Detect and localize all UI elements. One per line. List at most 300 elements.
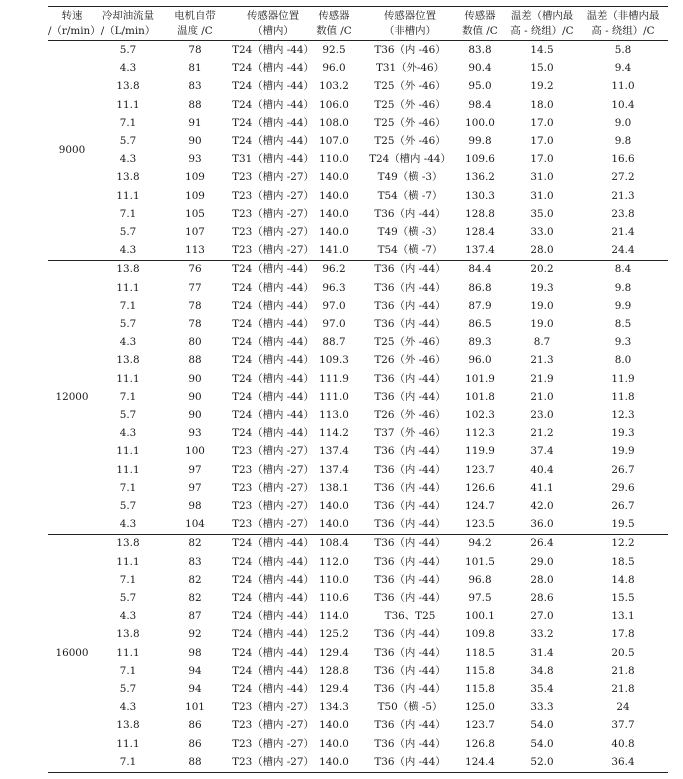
cell-flow: 5.7	[119, 318, 137, 330]
cell-nonslot-sensor-value: 97.5	[468, 592, 492, 604]
cell-nonslot-sensor-value: 118.5	[465, 646, 495, 659]
bottom-rule	[48, 772, 668, 773]
cell-slot-temp-diff: 19.0	[530, 318, 554, 330]
cell-slot-sensor-value: 114.0	[319, 610, 349, 623]
cell-slot-temp-diff: 17.0	[530, 153, 554, 166]
cell-slot-sensor-value: 140.0	[319, 755, 349, 768]
cell-nonslot-sensor-value: 87.9	[468, 299, 492, 312]
table-row	[48, 150, 668, 168]
cell-slot-temp-diff: 40.4	[530, 463, 554, 476]
table-row	[48, 223, 668, 241]
table-row	[48, 698, 668, 716]
cell-flow: 7.1	[119, 481, 137, 494]
cell-nonslot-sensor-position: T36（内 -44）	[374, 555, 446, 568]
table-row	[48, 132, 668, 150]
cell-slot-sensor-value: 106.0	[319, 98, 349, 111]
cell-nonslot-sensor-position: T36（内 -44）	[374, 518, 446, 531]
cell-slot-sensor-value: 111.0	[319, 390, 349, 403]
cell-nonslot-sensor-value: 115.8	[465, 664, 495, 677]
cell-nonslot-sensor-position: T49（横 -3）	[377, 171, 443, 184]
cell-slot-sensor-value: 92.5	[322, 44, 346, 56]
cell-nonslot-sensor-position: T36（内 -44）	[374, 737, 446, 750]
cell-flow: 13.8	[116, 354, 140, 367]
cell-nonslot-temp-diff: 10.4	[611, 98, 635, 111]
cell-motor-temp: 98	[188, 500, 202, 512]
cell-nonslot-temp-diff: 29.6	[611, 481, 635, 494]
cell-slot-sensor-position: T24（槽内 -44）	[232, 555, 314, 568]
cell-nonslot-sensor-position: T36（内 -44）	[374, 573, 446, 586]
cell-nonslot-temp-diff: 15.5	[611, 592, 635, 604]
cell-slot-sensor-position: T23（槽内 -27）	[232, 500, 314, 512]
cell-slot-temp-diff: 31.0	[530, 189, 554, 202]
table-row	[48, 424, 668, 442]
cell-nonslot-temp-diff: 19.3	[611, 427, 635, 440]
table-row	[48, 753, 668, 771]
cell-slot-sensor-position: T23（槽内 -27）	[232, 755, 314, 768]
table-row	[48, 77, 668, 95]
cell-nonslot-temp-diff: 9.8	[614, 281, 632, 294]
cell-nonslot-temp-diff: 19.9	[611, 445, 635, 458]
header-nonslot-sensor-position: 传感器位置 （非槽内）	[384, 10, 436, 37]
cell-nonslot-sensor-position: T36（内 -44）	[374, 592, 446, 604]
table-row	[48, 205, 668, 223]
table-row	[48, 333, 668, 351]
cell-slot-sensor-value: 140.0	[319, 518, 349, 531]
cell-slot-sensor-value: 97.0	[322, 299, 346, 312]
cell-nonslot-sensor-position: T36（内 -44）	[374, 318, 446, 330]
cell-nonslot-sensor-position: T36（内 -44）	[374, 481, 446, 494]
cell-motor-temp: 88	[188, 755, 202, 768]
cell-slot-sensor-value: 88.7	[322, 336, 346, 349]
cell-nonslot-sensor-position: T36（内 -44）	[374, 263, 446, 276]
cell-slot-temp-diff: 41.1	[530, 481, 554, 494]
cell-slot-sensor-value: 140.0	[319, 189, 349, 202]
table-row	[48, 571, 668, 589]
cell-nonslot-temp-diff: 9.0	[614, 116, 632, 129]
cell-slot-sensor-value: 108.0	[319, 116, 349, 129]
cell-flow: 4.3	[119, 62, 137, 75]
cell-flow: 5.7	[119, 135, 137, 147]
cell-slot-temp-diff: 14.5	[530, 44, 554, 56]
cell-slot-temp-diff: 29.0	[530, 555, 554, 568]
cell-slot-sensor-position: T31（槽内 -44）	[232, 153, 314, 166]
cell-slot-sensor-value: 140.0	[319, 207, 349, 220]
table-row	[48, 442, 668, 460]
cell-nonslot-temp-diff: 12.2	[611, 537, 635, 550]
cell-motor-temp: 83	[188, 555, 202, 568]
cell-nonslot-sensor-value: 112.3	[465, 427, 495, 440]
cell-nonslot-temp-diff: 12.3	[611, 409, 635, 421]
cell-nonslot-sensor-value: 128.8	[465, 207, 495, 220]
cell-nonslot-sensor-position: T36（内 -44）	[374, 390, 446, 403]
cell-slot-sensor-position: T23（槽内 -27）	[232, 189, 314, 202]
cell-flow: 13.8	[116, 263, 140, 276]
cell-slot-temp-diff: 36.0	[530, 518, 554, 531]
cell-motor-temp: 86	[188, 737, 202, 750]
cell-slot-temp-diff: 19.0	[530, 299, 554, 312]
cell-nonslot-temp-diff: 11.8	[611, 390, 635, 403]
cell-motor-temp: 78	[188, 318, 202, 330]
cell-slot-sensor-position: T24（槽内 -44）	[232, 135, 314, 147]
cell-motor-temp: 82	[188, 537, 202, 550]
cell-slot-sensor-value: 125.2	[319, 628, 349, 641]
table-row	[48, 625, 668, 643]
cell-nonslot-temp-diff: 9.4	[614, 62, 632, 75]
cell-flow: 7.1	[119, 664, 137, 677]
cell-nonslot-temp-diff: 21.8	[611, 664, 635, 677]
header-speed: 转速 /（r/min）	[48, 10, 101, 37]
cell-nonslot-sensor-value: 115.8	[465, 683, 495, 695]
cell-slot-sensor-value: 97.0	[322, 318, 346, 330]
cell-flow: 4.3	[119, 518, 137, 531]
cell-nonslot-sensor-position: T36、T25	[384, 610, 436, 623]
cell-nonslot-sensor-value: 86.8	[468, 281, 492, 294]
cell-motor-temp: 94	[188, 664, 202, 677]
cell-motor-temp: 82	[188, 592, 202, 604]
cell-nonslot-sensor-value: 98.4	[468, 98, 492, 111]
cell-nonslot-sensor-position: T36（内 -44）	[374, 628, 446, 641]
cell-motor-temp: 81	[188, 62, 202, 75]
cell-motor-temp: 86	[188, 719, 202, 732]
cell-slot-sensor-position: T24（槽内 -44）	[232, 409, 314, 421]
header-slot-temp-diff: 温差（槽内最 高 - 绕组）/C	[510, 10, 574, 37]
cell-slot-sensor-value: 129.4	[319, 646, 349, 659]
cell-slot-sensor-position: T24（槽内 -44）	[232, 390, 314, 403]
cell-slot-temp-diff: 18.0	[530, 98, 554, 111]
cell-flow: 4.3	[119, 427, 137, 440]
cell-nonslot-sensor-position: T50（横 -5）	[377, 701, 443, 714]
cell-slot-temp-diff: 23.0	[530, 409, 554, 421]
cell-flow: 7.1	[119, 390, 137, 403]
cell-nonslot-sensor-value: 96.8	[468, 573, 492, 586]
table-row	[48, 497, 668, 515]
header-nonslot-temp-diff: 温差（非槽内最 高 - 绕组）/C	[586, 10, 660, 37]
table-row	[48, 406, 668, 424]
cell-motor-temp: 82	[188, 573, 202, 586]
cell-flow: 7.1	[119, 573, 137, 586]
cell-nonslot-sensor-value: 84.4	[468, 263, 492, 276]
cell-motor-temp: 90	[188, 135, 202, 147]
cell-nonslot-sensor-position: T36（内 -44）	[374, 755, 446, 768]
cell-nonslot-temp-diff: 13.1	[611, 610, 635, 623]
cell-slot-temp-diff: 28.6	[530, 592, 554, 604]
cell-motor-temp: 77	[188, 281, 202, 294]
cell-slot-sensor-position: T24（槽内 -44）	[232, 628, 314, 641]
cell-motor-temp: 98	[188, 646, 202, 659]
cell-nonslot-temp-diff: 8.4	[614, 263, 632, 276]
table-row	[48, 662, 668, 680]
cell-slot-sensor-position: T23（槽内 -27）	[232, 719, 314, 732]
cell-slot-temp-diff: 20.2	[530, 263, 554, 276]
header-nonslot-sensor-value: 传感器 数值 /C	[462, 10, 498, 37]
cell-nonslot-temp-diff: 40.8	[611, 737, 635, 750]
cell-slot-sensor-position: T24（槽内 -44）	[232, 610, 314, 623]
cell-slot-sensor-position: T23（槽内 -27）	[232, 171, 314, 184]
cell-slot-sensor-value: 137.4	[319, 463, 349, 476]
cell-slot-temp-diff: 19.2	[530, 80, 554, 93]
table-row	[48, 534, 668, 552]
cell-slot-sensor-position: T23（槽内 -27）	[232, 737, 314, 750]
cell-slot-temp-diff: 33.0	[530, 226, 554, 238]
cell-nonslot-sensor-value: 86.5	[468, 318, 492, 330]
cell-slot-temp-diff: 33.2	[530, 628, 554, 641]
cell-slot-sensor-position: T24（槽内 -44）	[232, 62, 314, 75]
cell-nonslot-temp-diff: 21.8	[611, 683, 635, 695]
cell-motor-temp: 88	[188, 98, 202, 111]
cell-nonslot-sensor-value: 124.4	[465, 755, 495, 768]
cell-slot-sensor-value: 110.6	[319, 592, 349, 604]
cell-motor-temp: 76	[188, 263, 202, 276]
cell-slot-temp-diff: 21.0	[530, 390, 554, 403]
cell-nonslot-sensor-value: 136.2	[465, 171, 495, 184]
cell-nonslot-sensor-value: 125.0	[465, 701, 495, 714]
table-row	[48, 96, 668, 114]
cell-motor-temp: 101	[185, 701, 205, 714]
cell-nonslot-sensor-position: T36（内 -44）	[374, 719, 446, 732]
cell-flow: 5.7	[119, 592, 137, 604]
cell-slot-sensor-value: 114.2	[319, 427, 349, 440]
cell-nonslot-sensor-position: T25（外 -46）	[374, 80, 446, 93]
cell-nonslot-sensor-value: 109.8	[465, 628, 495, 641]
table-row	[48, 607, 668, 625]
cell-flow: 7.1	[119, 207, 137, 220]
table-row	[48, 716, 668, 734]
cell-motor-temp: 100	[185, 445, 205, 458]
cell-slot-temp-diff: 21.3	[530, 354, 554, 367]
cell-slot-sensor-value: 141.0	[319, 244, 349, 257]
cell-motor-temp: 92	[188, 628, 202, 641]
cell-slot-sensor-value: 111.9	[319, 372, 349, 385]
cell-slot-sensor-position: T24（槽内 -44）	[232, 592, 314, 604]
cell-flow: 7.1	[119, 299, 137, 312]
table-row	[48, 260, 668, 278]
cell-nonslot-sensor-position: T36（内 -46）	[374, 44, 446, 56]
cell-slot-sensor-value: 138.1	[319, 481, 349, 494]
cell-motor-temp: 94	[188, 683, 202, 695]
cell-nonslot-sensor-value: 128.4	[465, 226, 495, 238]
cell-nonslot-sensor-value: 123.7	[465, 463, 495, 476]
cell-flow: 5.7	[119, 226, 137, 238]
cell-nonslot-sensor-value: 89.3	[468, 336, 492, 349]
cell-slot-temp-diff: 37.4	[530, 445, 554, 458]
header-slot-sensor-value: 传感器 数值 /C	[316, 10, 352, 37]
cell-nonslot-sensor-position: T25（外 -46）	[374, 98, 446, 111]
cell-slot-temp-diff: 27.0	[530, 610, 554, 623]
cell-slot-sensor-value: 112.0	[319, 555, 349, 568]
cell-slot-sensor-position: T23（槽内 -27）	[232, 226, 314, 238]
cell-nonslot-sensor-value: 137.4	[465, 244, 495, 257]
cell-nonslot-sensor-position: T36（内 -44）	[374, 500, 446, 512]
cell-nonslot-sensor-value: 96.0	[468, 354, 492, 367]
cell-motor-temp: 78	[188, 44, 202, 56]
cell-motor-temp: 113	[185, 244, 205, 257]
cell-motor-temp: 97	[188, 481, 202, 494]
cell-slot-temp-diff: 52.0	[530, 755, 554, 768]
cell-nonslot-temp-diff: 5.8	[614, 44, 632, 56]
cell-motor-temp: 90	[188, 372, 202, 385]
cell-slot-sensor-position: T24（槽内 -44）	[232, 683, 314, 695]
cell-nonslot-temp-diff: 23.8	[611, 207, 635, 220]
cell-slot-sensor-position: T23（槽内 -27）	[232, 701, 314, 714]
cell-nonslot-temp-diff: 16.6	[611, 153, 635, 166]
cell-flow: 11.1	[116, 737, 140, 750]
cell-nonslot-temp-diff: 21.4	[611, 226, 635, 238]
cell-nonslot-sensor-value: 126.6	[465, 481, 495, 494]
cell-flow: 13.8	[116, 628, 140, 641]
cell-nonslot-temp-diff: 19.5	[611, 518, 635, 531]
cell-motor-temp: 93	[188, 153, 202, 166]
cell-nonslot-temp-diff: 21.3	[611, 189, 635, 202]
cell-slot-sensor-value: 103.2	[319, 80, 349, 93]
cell-slot-sensor-value: 134.3	[319, 701, 349, 714]
cell-slot-temp-diff: 17.0	[530, 135, 554, 147]
cell-flow: 13.8	[116, 171, 140, 184]
header-slot-sensor-position: 传感器位置 （槽内）	[247, 10, 299, 37]
cell-slot-sensor-position: T24（槽内 -44）	[232, 98, 314, 111]
header-flow: 冷却油流量 /（L/min）	[100, 10, 156, 37]
cell-nonslot-sensor-value: 130.3	[465, 189, 495, 202]
cell-nonslot-sensor-value: 124.7	[465, 500, 495, 512]
cell-flow: 7.1	[119, 755, 137, 768]
table-row	[48, 735, 668, 753]
cell-nonslot-temp-diff: 36.4	[611, 755, 635, 768]
cell-slot-temp-diff: 21.9	[530, 372, 554, 385]
cell-slot-sensor-position: T23（槽内 -27）	[232, 463, 314, 476]
cell-nonslot-temp-diff: 11.9	[611, 372, 635, 385]
cell-slot-temp-diff: 28.0	[530, 244, 554, 257]
cell-nonslot-temp-diff: 24	[616, 701, 630, 714]
cell-nonslot-sensor-value: 101.8	[465, 390, 495, 403]
cell-slot-sensor-position: T24（槽内 -44）	[232, 116, 314, 129]
cell-motor-temp: 107	[185, 226, 205, 238]
cell-slot-sensor-position: T24（槽内 -44）	[232, 573, 314, 586]
cell-slot-temp-diff: 26.4	[530, 537, 554, 550]
speed-group-label: 12000	[55, 390, 89, 403]
cell-nonslot-sensor-value: 99.8	[468, 135, 492, 147]
cell-slot-sensor-value: 110.0	[319, 573, 349, 586]
cell-slot-sensor-value: 96.3	[322, 281, 346, 294]
table-row	[48, 388, 668, 406]
table-row	[48, 461, 668, 479]
cell-nonslot-sensor-value: 101.5	[465, 555, 495, 568]
cell-nonslot-sensor-value: 109.6	[465, 153, 495, 166]
cell-flow: 4.3	[119, 244, 137, 257]
cell-flow: 4.3	[119, 336, 137, 349]
cell-slot-temp-diff: 15.0	[530, 62, 554, 75]
cell-motor-temp: 105	[185, 207, 205, 220]
cell-flow: 11.1	[116, 372, 140, 385]
cell-motor-temp: 87	[188, 610, 202, 623]
cell-slot-temp-diff: 19.3	[530, 281, 554, 294]
cell-flow: 5.7	[119, 683, 137, 695]
speed-group-label: 9000	[58, 144, 86, 157]
cell-nonslot-sensor-position: T36（内 -44）	[374, 664, 446, 677]
cell-nonslot-sensor-position: T54（横 -7）	[377, 244, 443, 257]
cell-slot-sensor-position: T24（槽内 -44）	[232, 646, 314, 659]
cell-nonslot-temp-diff: 26.7	[611, 500, 635, 512]
cell-slot-sensor-position: T23（槽内 -27）	[232, 244, 314, 257]
cell-motor-temp: 90	[188, 390, 202, 403]
cell-flow: 7.1	[119, 116, 137, 129]
cell-motor-temp: 93	[188, 427, 202, 440]
cell-slot-sensor-value: 110.0	[319, 153, 349, 166]
cell-nonslot-sensor-value: 123.7	[465, 719, 495, 732]
cell-nonslot-sensor-position: T31（外-46）	[375, 62, 445, 75]
cell-flow: 13.8	[116, 719, 140, 732]
cell-nonslot-sensor-value: 123.5	[465, 518, 495, 531]
table-row	[48, 479, 668, 497]
cell-slot-sensor-value: 113.0	[319, 409, 349, 421]
cell-flow: 11.1	[116, 98, 140, 111]
cell-slot-sensor-position: T24（槽内 -44）	[232, 372, 314, 385]
cell-nonslot-temp-diff: 9.8	[614, 135, 632, 147]
cell-slot-sensor-position: T24（槽内 -44）	[232, 537, 314, 550]
cell-slot-sensor-value: 129.4	[319, 683, 349, 695]
table-row	[48, 315, 668, 333]
cell-nonslot-temp-diff: 14.8	[611, 573, 635, 586]
cell-motor-temp: 90	[188, 409, 202, 421]
cell-slot-temp-diff: 35.0	[530, 207, 554, 220]
cell-flow: 11.1	[116, 189, 140, 202]
cell-nonslot-sensor-value: 100.1	[465, 610, 495, 623]
cell-slot-sensor-value: 140.0	[319, 719, 349, 732]
cell-nonslot-sensor-value: 102.3	[465, 409, 495, 421]
cell-slot-sensor-value: 109.3	[319, 354, 349, 367]
cell-slot-sensor-position: T24（槽内 -44）	[232, 263, 314, 276]
cell-nonslot-sensor-value: 83.8	[468, 44, 492, 56]
table-row	[48, 187, 668, 205]
cell-flow: 11.1	[116, 281, 140, 294]
header-motor-temp: 电机自带 温度 /C	[174, 10, 216, 37]
cell-motor-temp: 78	[188, 299, 202, 312]
cell-slot-temp-diff: 35.4	[530, 683, 554, 695]
table-row	[48, 644, 668, 662]
cell-nonslot-sensor-position: T36（内 -44）	[374, 463, 446, 476]
table-row	[48, 370, 668, 388]
cell-slot-sensor-value: 140.0	[319, 500, 349, 512]
cell-slot-sensor-position: T24（槽内 -44）	[232, 336, 314, 349]
cell-nonslot-sensor-position: T36（内 -44）	[374, 372, 446, 385]
top-rule	[48, 6, 668, 7]
cell-nonslot-sensor-position: T24（槽内 -44）	[369, 153, 451, 166]
cell-flow: 11.1	[116, 555, 140, 568]
cell-nonslot-sensor-value: 126.8	[465, 737, 495, 750]
cell-slot-sensor-value: 96.0	[322, 62, 346, 75]
cell-slot-sensor-value: 140.0	[319, 171, 349, 184]
cell-nonslot-sensor-position: T36（内 -44）	[374, 281, 446, 294]
cell-motor-temp: 88	[188, 354, 202, 367]
cell-nonslot-temp-diff: 11.0	[611, 80, 635, 93]
cell-motor-temp: 109	[185, 189, 205, 202]
cell-slot-temp-diff: 17.0	[530, 116, 554, 129]
cell-slot-sensor-position: T24（槽内 -44）	[232, 354, 314, 367]
cell-slot-sensor-position: T24（槽内 -44）	[232, 44, 314, 56]
table-row	[48, 279, 668, 297]
cell-nonslot-temp-diff: 24.4	[611, 244, 635, 257]
cell-slot-temp-diff: 31.4	[530, 646, 554, 659]
cell-nonslot-sensor-position: T36（内 -44）	[374, 537, 446, 550]
cell-slot-temp-diff: 21.2	[530, 427, 554, 440]
cell-nonslot-sensor-position: T26（外 -46）	[374, 409, 446, 421]
cell-slot-temp-diff: 42.0	[530, 500, 554, 512]
cell-nonslot-sensor-position: T36（内 -44）	[374, 299, 446, 312]
table-row	[48, 114, 668, 132]
cell-nonslot-temp-diff: 18.5	[611, 555, 635, 568]
cell-flow: 11.1	[116, 445, 140, 458]
cell-nonslot-temp-diff: 9.3	[614, 336, 632, 349]
cell-nonslot-temp-diff: 17.8	[611, 628, 635, 641]
cell-nonslot-sensor-position: T54（横 -7）	[377, 189, 443, 202]
